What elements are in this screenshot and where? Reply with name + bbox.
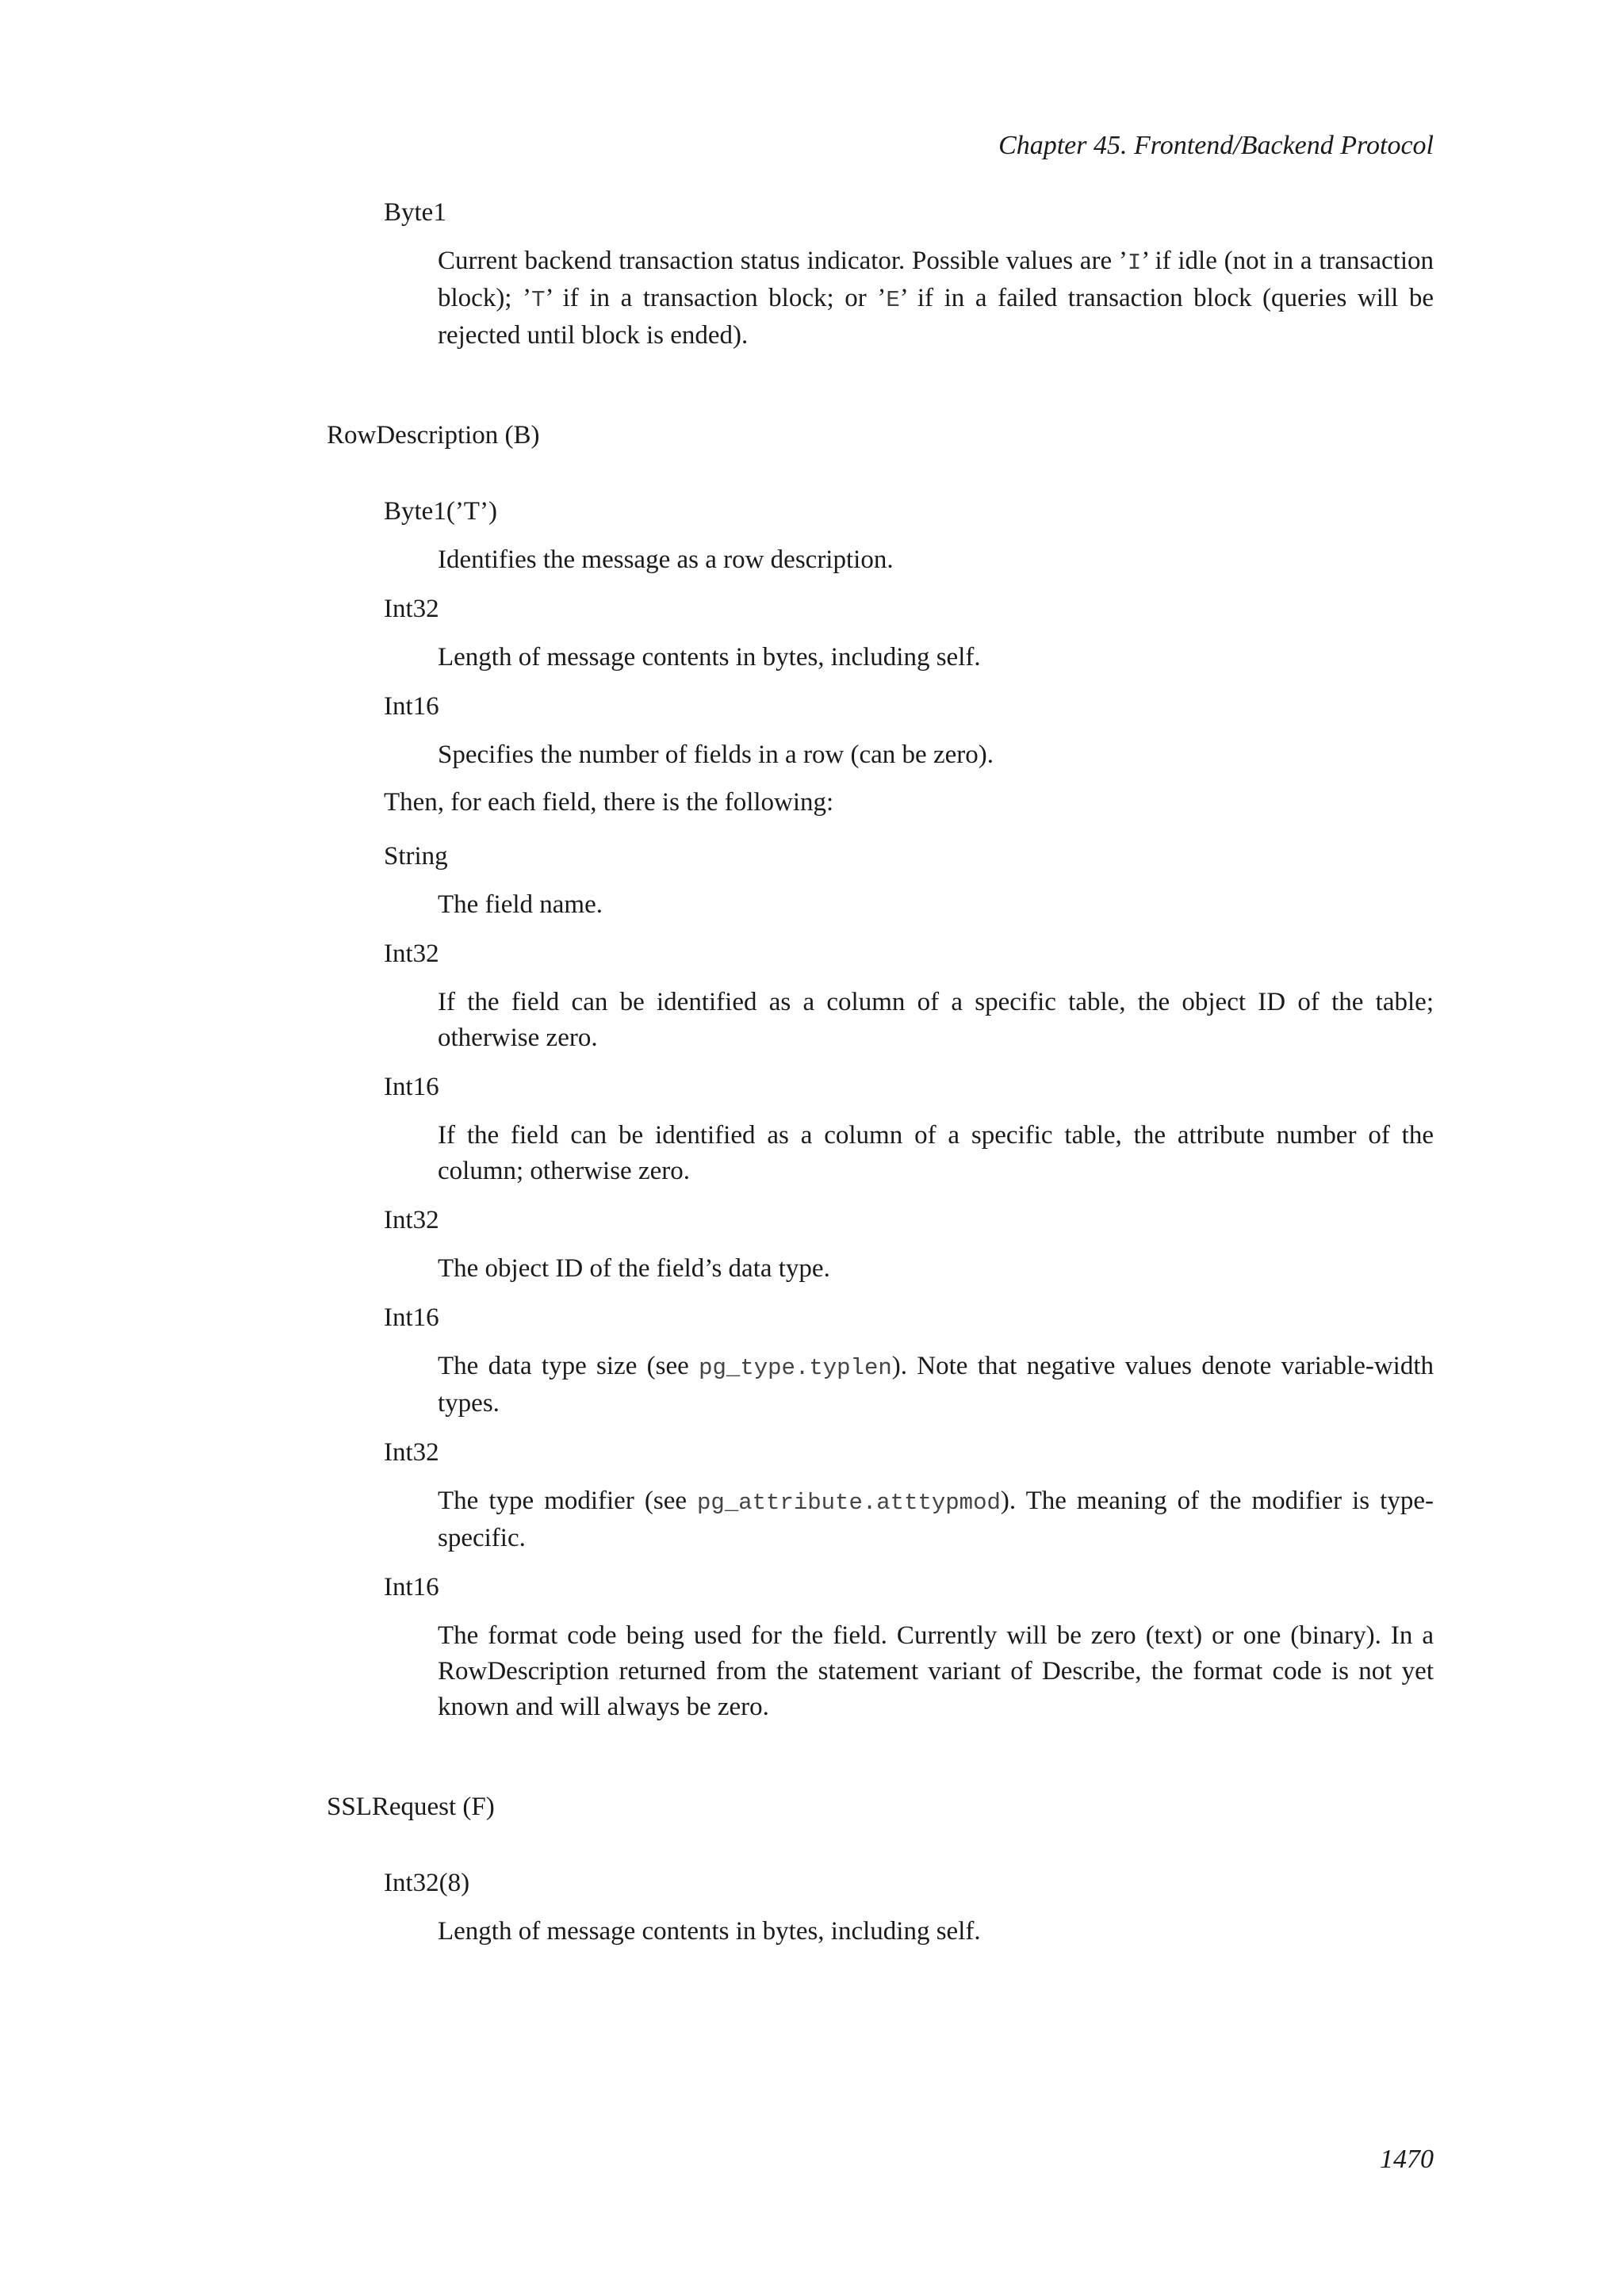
field-description: If the field can be identified as a column of a specific table, the object ID of the table; otherwise zero.	[438, 988, 1434, 1052]
field-description: The format code being used for the field. Currently will be zero (text) or one (binary). In a RowDescription returned from the statement variant of Describe, the format code is not yet known and will always be zero.	[438, 1621, 1434, 1721]
field-description: Length of message contents in bytes, including self.	[438, 643, 981, 672]
repeat-intro-text: Then, for each field, there is the following:	[384, 788, 834, 817]
code-typlen: pg_type.typlen	[699, 1355, 892, 1381]
field-type: String	[384, 842, 448, 871]
field-description: The type modifier (see pg_attribute.atttypmod). The meaning of the modifier is type-specific.	[438, 1487, 1434, 1552]
code-atttypmod: pg_attribute.atttypmod	[697, 1490, 1001, 1516]
field-description: Current backend transaction status indicator. Possible values are ’I’ if idle (not in a transaction block); ’T’ if in a transaction block; or ’E’ if in a failed transaction block (queries will be rejected until block is ended).	[438, 247, 1434, 350]
field-type: Int32	[384, 1438, 439, 1467]
field-description: The field name.	[438, 890, 603, 919]
field-type: Int32	[384, 1206, 439, 1234]
field-description: Specifies the number of fields in a row (can be zero).	[438, 740, 994, 769]
chapter-header: Chapter 45. Frontend/Backend Protocol	[998, 131, 1434, 160]
field-type: Int16	[384, 1573, 439, 1601]
field-description: Identifies the message as a row description.	[438, 545, 894, 574]
field-type: Int32(8)	[384, 1869, 470, 1897]
field-description: Length of message contents in bytes, including self.	[438, 1917, 981, 1946]
field-description: The data type size (see pg_type.typlen). Note that negative values denote variable-width types.	[438, 1352, 1434, 1418]
field-type: Int16	[384, 692, 439, 721]
field-description: If the field can be identified as a column of a specific table, the attribute number of the column; otherwise zero.	[438, 1121, 1434, 1185]
field-type: Int16	[384, 1303, 439, 1332]
field-type: Int16	[384, 1073, 439, 1101]
page-content	[327, 194, 1434, 1950]
field-type: Byte1	[384, 198, 446, 227]
message-title-rowdescription: RowDescription (B)	[327, 421, 540, 450]
field-type: Int32	[384, 595, 439, 623]
message-title-sslrequest: SSLRequest (F)	[327, 1793, 495, 1821]
field-description: The object ID of the field’s data type.	[438, 1254, 830, 1283]
field-type: Int32	[384, 939, 439, 968]
page-number: 1470	[1380, 2145, 1434, 2174]
field-type: Byte1(’T’)	[384, 497, 497, 526]
